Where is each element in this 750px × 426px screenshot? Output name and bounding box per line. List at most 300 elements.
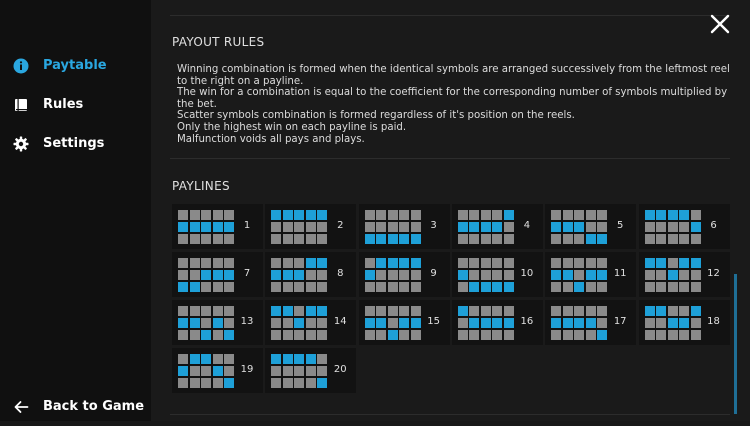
payline-square: [317, 234, 327, 244]
payline-square: [645, 330, 655, 340]
payline-square: [306, 270, 316, 280]
payline-square: [492, 306, 502, 316]
payline-square: [317, 210, 327, 220]
sidebar-item-paytable[interactable]: [0, 46, 151, 85]
payline-number: 7: [243, 268, 251, 279]
payline-square: [481, 270, 491, 280]
payline-square: [306, 354, 316, 364]
payline-square: [645, 282, 655, 292]
payline-square: [190, 282, 200, 292]
payline-square: [224, 282, 234, 292]
payline-square: [294, 354, 304, 364]
payline-square: [388, 234, 398, 244]
payline-square: [317, 282, 327, 292]
payline-square: [492, 258, 502, 268]
payline-square: [294, 222, 304, 232]
payline-square: [656, 258, 666, 268]
payline-square: [317, 354, 327, 364]
payline-square: [294, 366, 304, 376]
payline-square: [586, 258, 596, 268]
payline-square: [271, 354, 281, 364]
payline-square: [294, 318, 304, 328]
payline-square: [306, 258, 316, 268]
payline-square: [294, 210, 304, 220]
payline-square: [691, 270, 701, 280]
payline-square: [224, 366, 234, 376]
payline-square: [178, 258, 188, 268]
payline-square: [294, 270, 304, 280]
payline-square: [317, 378, 327, 388]
payline-square: [388, 306, 398, 316]
scrollbar[interactable]: [734, 274, 737, 414]
payline-square: [458, 234, 468, 244]
payline-square: [504, 282, 514, 292]
payline-square: [586, 210, 596, 220]
payline-square: [178, 210, 188, 220]
payline-square: [201, 222, 211, 232]
payline-cell: [545, 300, 636, 345]
payline-number: 2: [337, 220, 344, 231]
payline-square: [317, 270, 327, 280]
payline-square: [481, 318, 491, 328]
rule-line: Winning combination is formed when the identical symbols are arranged successively from the leftmost reel to the right on a payline.: [177, 64, 730, 87]
payline-square: [399, 234, 409, 244]
back-to-game-button[interactable]: [0, 387, 151, 426]
payline-square: [306, 330, 316, 340]
payline-square: [656, 210, 666, 220]
payline-square: [271, 330, 281, 340]
payline-square: [563, 222, 573, 232]
payline-square: [317, 330, 327, 340]
gear-icon: [13, 136, 29, 152]
book-icon: [13, 97, 29, 113]
payline-square: [213, 306, 223, 316]
payline-square: [294, 306, 304, 316]
payline-square: [294, 282, 304, 292]
payline-square: [679, 330, 689, 340]
sidebar-item-settings[interactable]: [0, 124, 151, 163]
sidebar-item-label: Settings: [43, 136, 105, 151]
payline-square: [388, 282, 398, 292]
payline-square: [668, 210, 678, 220]
payline-square: [551, 222, 561, 232]
payline-square: [411, 222, 421, 232]
payline-square: [574, 306, 584, 316]
payline-square: [504, 210, 514, 220]
payline-square: [376, 318, 386, 328]
payline-square: [271, 306, 281, 316]
payline-square: [294, 234, 304, 244]
payline-number: 1: [243, 220, 251, 231]
payline-square: [492, 330, 502, 340]
payline-square: [597, 210, 607, 220]
payline-square: [411, 306, 421, 316]
divider: [170, 15, 730, 16]
payline-square: [645, 222, 655, 232]
payline-square: [586, 282, 596, 292]
arrow-left-icon: [13, 399, 29, 415]
payline-square: [551, 258, 561, 268]
payline-square: [458, 306, 468, 316]
payline-number: 5: [617, 220, 624, 231]
payline-pattern: [551, 306, 607, 340]
payline-square: [213, 210, 223, 220]
payline-square: [201, 282, 211, 292]
payline-cell: [639, 252, 730, 297]
payline-cell: [639, 300, 730, 345]
payline-square: [213, 330, 223, 340]
payline-square: [691, 258, 701, 268]
payline-square: [586, 318, 596, 328]
payline-square: [399, 270, 409, 280]
payline-square: [563, 210, 573, 220]
payline-square: [458, 222, 468, 232]
payline-square: [190, 258, 200, 268]
payline-pattern: [178, 354, 234, 388]
payline-square: [469, 258, 479, 268]
payline-square: [178, 354, 188, 364]
payline-square: [492, 318, 502, 328]
payline-square: [656, 330, 666, 340]
payline-number: 12: [707, 268, 720, 279]
payline-square: [679, 222, 689, 232]
payline-square: [201, 354, 211, 364]
payline-square: [190, 234, 200, 244]
payline-square: [481, 330, 491, 340]
sidebar: [0, 0, 151, 421]
close-button[interactable]: [709, 13, 731, 35]
payline-square: [492, 270, 502, 280]
payline-square: [306, 234, 316, 244]
payline-square: [365, 306, 375, 316]
payline-square: [679, 258, 689, 268]
payline-square: [190, 354, 200, 364]
payline-number: 16: [520, 316, 534, 327]
payline-square: [411, 270, 421, 280]
payline-number: 8: [337, 268, 344, 279]
payline-square: [469, 270, 479, 280]
payline-square: [224, 222, 234, 232]
payline-square: [201, 234, 211, 244]
payline-square: [691, 330, 701, 340]
payline-square: [551, 306, 561, 316]
payline-number: 19: [240, 364, 254, 375]
payline-square: [563, 258, 573, 268]
sidebar-item-rules[interactable]: [0, 85, 151, 124]
payline-square: [201, 306, 211, 316]
payline-number: 18: [707, 316, 720, 327]
payline-square: [458, 282, 468, 292]
payline-cell: [265, 204, 356, 249]
payline-square: [178, 378, 188, 388]
payline-square: [224, 306, 234, 316]
payline-square: [283, 354, 293, 364]
payline-cell: [452, 300, 543, 345]
payline-square: [224, 330, 234, 340]
payline-pattern: [645, 210, 701, 244]
payline-square: [668, 270, 678, 280]
payline-square: [574, 318, 584, 328]
payline-pattern: [271, 210, 327, 244]
payline-number: 14: [333, 316, 347, 327]
payline-square: [504, 270, 514, 280]
payline-square: [376, 270, 386, 280]
payline-square: [574, 258, 584, 268]
payline-pattern: [271, 354, 327, 388]
payline-square: [551, 330, 561, 340]
payline-pattern: [178, 306, 234, 340]
payline-square: [563, 282, 573, 292]
payline-square: [178, 366, 188, 376]
payline-square: [224, 378, 234, 388]
payline-cell: [265, 252, 356, 297]
payline-square: [597, 234, 607, 244]
payline-cell: [359, 300, 450, 345]
payline-square: [399, 330, 409, 340]
payline-square: [201, 210, 211, 220]
payline-number: 4: [523, 220, 531, 231]
payline-pattern: [458, 258, 514, 292]
payline-square: [399, 282, 409, 292]
payline-square: [271, 234, 281, 244]
payline-square: [668, 318, 678, 328]
payline-square: [586, 222, 596, 232]
payline-square: [213, 318, 223, 328]
payline-square: [294, 378, 304, 388]
payline-square: [691, 306, 701, 316]
payline-square: [645, 318, 655, 328]
payline-square: [306, 306, 316, 316]
sidebar-item-label: Rules: [43, 97, 84, 112]
payline-square: [458, 318, 468, 328]
payline-square: [458, 210, 468, 220]
payline-pattern: [271, 306, 327, 340]
rule-line: The win for a combination is equal to the coefficient for the corresponding number of symbols multiplied by the bet.: [177, 87, 728, 110]
payline-square: [190, 306, 200, 316]
payline-square: [481, 306, 491, 316]
payline-square: [492, 234, 502, 244]
payline-square: [597, 330, 607, 340]
payline-square: [458, 270, 468, 280]
payline-square: [469, 282, 479, 292]
payline-square: [190, 366, 200, 376]
payline-square: [283, 366, 293, 376]
payline-square: [201, 366, 211, 376]
payline-pattern: [551, 258, 607, 292]
payline-pattern: [645, 306, 701, 340]
payline-square: [283, 210, 293, 220]
payline-cell: [172, 204, 263, 249]
payline-square: [411, 234, 421, 244]
payline-square: [481, 234, 491, 244]
payline-square: [551, 234, 561, 244]
payline-square: [586, 306, 596, 316]
payline-square: [201, 378, 211, 388]
payline-square: [668, 258, 678, 268]
payline-square: [656, 318, 666, 328]
payline-number: 6: [710, 220, 717, 231]
payline-square: [574, 210, 584, 220]
payline-square: [597, 258, 607, 268]
payline-square: [574, 330, 584, 340]
payline-square: [597, 222, 607, 232]
payline-square: [504, 318, 514, 328]
payline-square: [190, 330, 200, 340]
payline-square: [283, 222, 293, 232]
payline-number: 15: [427, 316, 440, 327]
payline-square: [376, 282, 386, 292]
payline-cell: [172, 252, 263, 297]
payline-square: [469, 318, 479, 328]
payline-square: [563, 270, 573, 280]
payline-square: [306, 318, 316, 328]
payline-square: [365, 282, 375, 292]
paylines-grid: [172, 204, 732, 397]
payline-square: [597, 306, 607, 316]
payline-square: [271, 282, 281, 292]
payline-square: [458, 330, 468, 340]
payline-square: [213, 354, 223, 364]
payline-square: [668, 234, 678, 244]
payline-square: [365, 270, 375, 280]
payline-pattern: [458, 210, 514, 244]
payline-square: [504, 306, 514, 316]
payline-square: [399, 222, 409, 232]
payline-cell: [545, 252, 636, 297]
payline-square: [504, 234, 514, 244]
payline-square: [178, 306, 188, 316]
payline-square: [271, 318, 281, 328]
payline-square: [399, 210, 409, 220]
payline-square: [656, 282, 666, 292]
payout-rules-text: [177, 64, 732, 145]
payline-square: [294, 330, 304, 340]
paylines-title: PAYLINES: [172, 179, 230, 193]
payline-square: [376, 234, 386, 244]
payline-square: [201, 330, 211, 340]
payline-square: [645, 234, 655, 244]
payline-cell: [639, 204, 730, 249]
rule-line: Malfunction voids all pays and plays.: [177, 133, 365, 145]
payline-square: [551, 270, 561, 280]
payline-square: [224, 318, 234, 328]
payline-square: [679, 282, 689, 292]
payline-square: [679, 234, 689, 244]
payline-pattern: [458, 306, 514, 340]
payline-cell: [452, 204, 543, 249]
payline-square: [411, 282, 421, 292]
payline-square: [271, 270, 281, 280]
payline-cell: [265, 300, 356, 345]
payline-square: [551, 318, 561, 328]
payline-square: [283, 258, 293, 268]
payline-square: [190, 378, 200, 388]
payline-square: [563, 330, 573, 340]
payline-square: [201, 258, 211, 268]
payline-square: [271, 222, 281, 232]
payline-square: [492, 222, 502, 232]
payline-square: [656, 306, 666, 316]
payline-square: [213, 270, 223, 280]
payline-square: [365, 318, 375, 328]
payline-square: [469, 306, 479, 316]
payline-square: [668, 306, 678, 316]
payline-square: [376, 222, 386, 232]
payline-square: [411, 318, 421, 328]
payline-pattern: [365, 258, 421, 292]
payout-rules-title: PAYOUT RULES: [172, 35, 265, 49]
payline-square: [469, 234, 479, 244]
payline-square: [586, 330, 596, 340]
payline-cell: [359, 252, 450, 297]
payline-square: [376, 330, 386, 340]
payline-square: [481, 258, 491, 268]
payline-square: [306, 210, 316, 220]
payline-square: [224, 234, 234, 244]
payline-square: [213, 258, 223, 268]
payline-square: [388, 330, 398, 340]
payline-square: [586, 270, 596, 280]
payline-square: [597, 282, 607, 292]
payline-square: [201, 318, 211, 328]
payline-square: [306, 282, 316, 292]
payline-square: [213, 378, 223, 388]
payline-square: [317, 222, 327, 232]
payline-cell: [359, 204, 450, 249]
payline-square: [213, 282, 223, 292]
payline-number: 11: [613, 268, 627, 279]
payline-square: [190, 222, 200, 232]
payline-pattern: [178, 210, 234, 244]
payline-square: [271, 378, 281, 388]
payline-square: [645, 258, 655, 268]
payline-square: [178, 330, 188, 340]
payline-square: [551, 210, 561, 220]
payline-square: [201, 270, 211, 280]
payline-pattern: [271, 258, 327, 292]
payline-square: [563, 318, 573, 328]
rule-line: Only the highest win on each payline is paid.: [177, 121, 407, 133]
payline-square: [597, 270, 607, 280]
close-icon: [709, 13, 731, 35]
payline-square: [645, 270, 655, 280]
payline-square: [691, 210, 701, 220]
payline-square: [492, 282, 502, 292]
payline-cell: [265, 348, 356, 393]
payline-square: [388, 318, 398, 328]
payline-pattern: [178, 258, 234, 292]
payline-number: 13: [240, 316, 254, 327]
payline-square: [469, 222, 479, 232]
payline-square: [411, 258, 421, 268]
payline-square: [283, 330, 293, 340]
payline-square: [574, 282, 584, 292]
payline-square: [597, 318, 607, 328]
payline-square: [224, 210, 234, 220]
payline-pattern: [365, 210, 421, 244]
payline-square: [399, 258, 409, 268]
payline-square: [365, 258, 375, 268]
payline-square: [411, 330, 421, 340]
payline-square: [563, 306, 573, 316]
payline-cell: [172, 300, 263, 345]
sidebar-item-label: Paytable: [43, 58, 107, 73]
payline-square: [679, 270, 689, 280]
info-icon: [13, 58, 29, 74]
payline-square: [178, 234, 188, 244]
payline-square: [481, 210, 491, 220]
payline-square: [178, 282, 188, 292]
